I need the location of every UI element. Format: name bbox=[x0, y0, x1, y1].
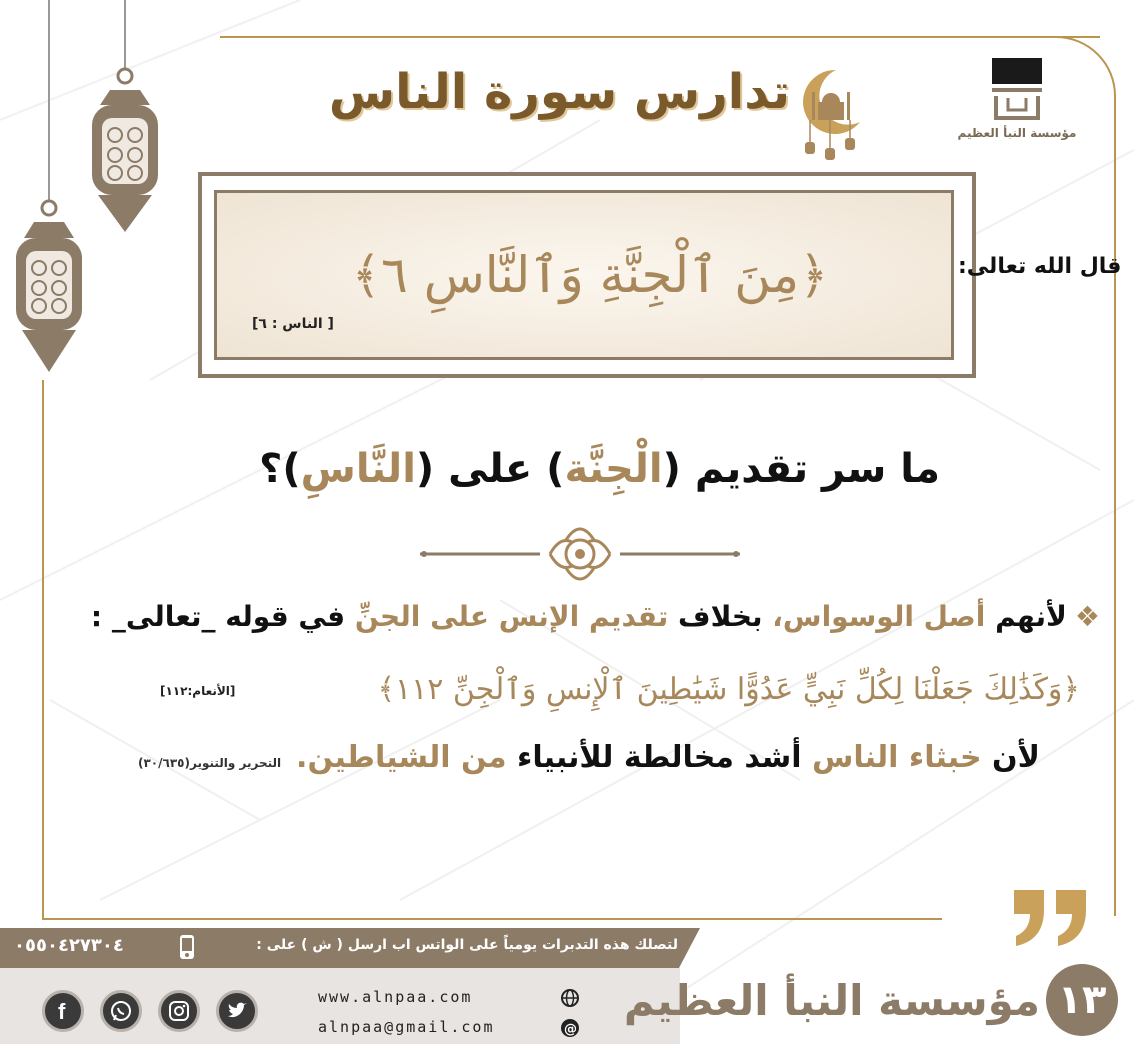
question-part: ما سر تقديم ( bbox=[662, 446, 940, 492]
svg-text:f: f bbox=[58, 999, 66, 1023]
phone-icon bbox=[178, 934, 196, 960]
question-part: ) على ( bbox=[415, 446, 565, 492]
question-word-jinn: الْجِنَّة bbox=[564, 446, 663, 492]
lantern-icon bbox=[6, 0, 92, 380]
ayah-reference: [الأنعام:١١٢] bbox=[160, 684, 236, 698]
text-segment: أشد مخالطة للأنبياء bbox=[506, 740, 812, 775]
svg-text:@: @ bbox=[564, 1022, 577, 1037]
question-part: )؟ bbox=[259, 446, 301, 492]
ornament-divider-icon bbox=[420, 516, 740, 586]
crescent-mosque-icon bbox=[790, 62, 870, 162]
lantern-icon bbox=[80, 0, 170, 240]
explanation-line bbox=[90, 600, 1100, 633]
email-at-icon bbox=[560, 1018, 580, 1038]
facebook-icon[interactable] bbox=[42, 990, 84, 1032]
explanation-line bbox=[296, 740, 1040, 775]
highlight-segment: أصل الوسواس، bbox=[772, 600, 986, 633]
text-segment: في قوله _تعالى_ : bbox=[90, 600, 355, 633]
website-link[interactable]: www.alnpaa.com bbox=[318, 988, 473, 1006]
text-segment: لأنهم bbox=[985, 600, 1067, 633]
verse-lead-label: قال الله تعالى: bbox=[958, 254, 1122, 279]
frame-right-border bbox=[1016, 36, 1116, 916]
text-segment: بخلاف bbox=[668, 600, 773, 633]
organization-logo bbox=[952, 58, 1082, 140]
question-word-nas: النَّاسِ bbox=[300, 446, 416, 492]
logo-mark-icon bbox=[992, 58, 1042, 120]
highlight-segment: من الشياطين. bbox=[296, 740, 507, 775]
text-segment: لأن bbox=[981, 740, 1040, 775]
highlight-segment: خبثاء الناس bbox=[811, 740, 982, 775]
instagram-icon[interactable] bbox=[158, 990, 200, 1032]
whatsapp-icon[interactable] bbox=[100, 990, 142, 1032]
organization-name: مؤسسة النبأ العظيم bbox=[623, 976, 1040, 1025]
page-number: ١٣ bbox=[1046, 964, 1118, 1036]
highlight-segment: تقديم الإنس على الجنِّ bbox=[354, 600, 669, 633]
phone-number[interactable]: ٠٥٥٠٤٢٧٣٠٤ bbox=[14, 935, 124, 956]
email-link[interactable]: alnpaa@gmail.com bbox=[318, 1018, 495, 1036]
frame-bottom-border bbox=[42, 918, 942, 920]
bullet-icon: ❖ bbox=[1074, 600, 1100, 633]
globe-icon bbox=[560, 988, 580, 1008]
frame-left-border bbox=[42, 380, 44, 920]
frame-top-border bbox=[220, 36, 1100, 38]
quote-mark-icon bbox=[1004, 880, 1094, 950]
question-heading bbox=[259, 446, 940, 492]
logo-caption: مؤسسة النبأ العظيم bbox=[957, 126, 1077, 140]
quran-verse: ﴿مِنَ ٱلْجِنَّةِ وَٱلنَّاسِ ٦﴾ bbox=[351, 246, 829, 304]
twitter-icon[interactable] bbox=[216, 990, 258, 1032]
quoted-ayah: ﴿وَكَذَٰلِكَ جَعَلْنَا لِكُلِّ نَبِيٍّ عَدُوًّا شَيَٰطِينَ ٱلْإِنسِ وَٱلْجِنِّ ١١٢﴾ bbox=[377, 672, 1080, 707]
verse-reference: [ الناس : ٦] bbox=[252, 316, 334, 332]
page-title: تدارس سورة الناس bbox=[328, 64, 790, 120]
source-citation: التحرير والتنوير(٣٠/٦٣٥) bbox=[138, 756, 282, 770]
subscribe-text: لتصلك هذه التدبرات يومياً على الواتس اب ارسل ( ش ) على : bbox=[256, 937, 678, 953]
